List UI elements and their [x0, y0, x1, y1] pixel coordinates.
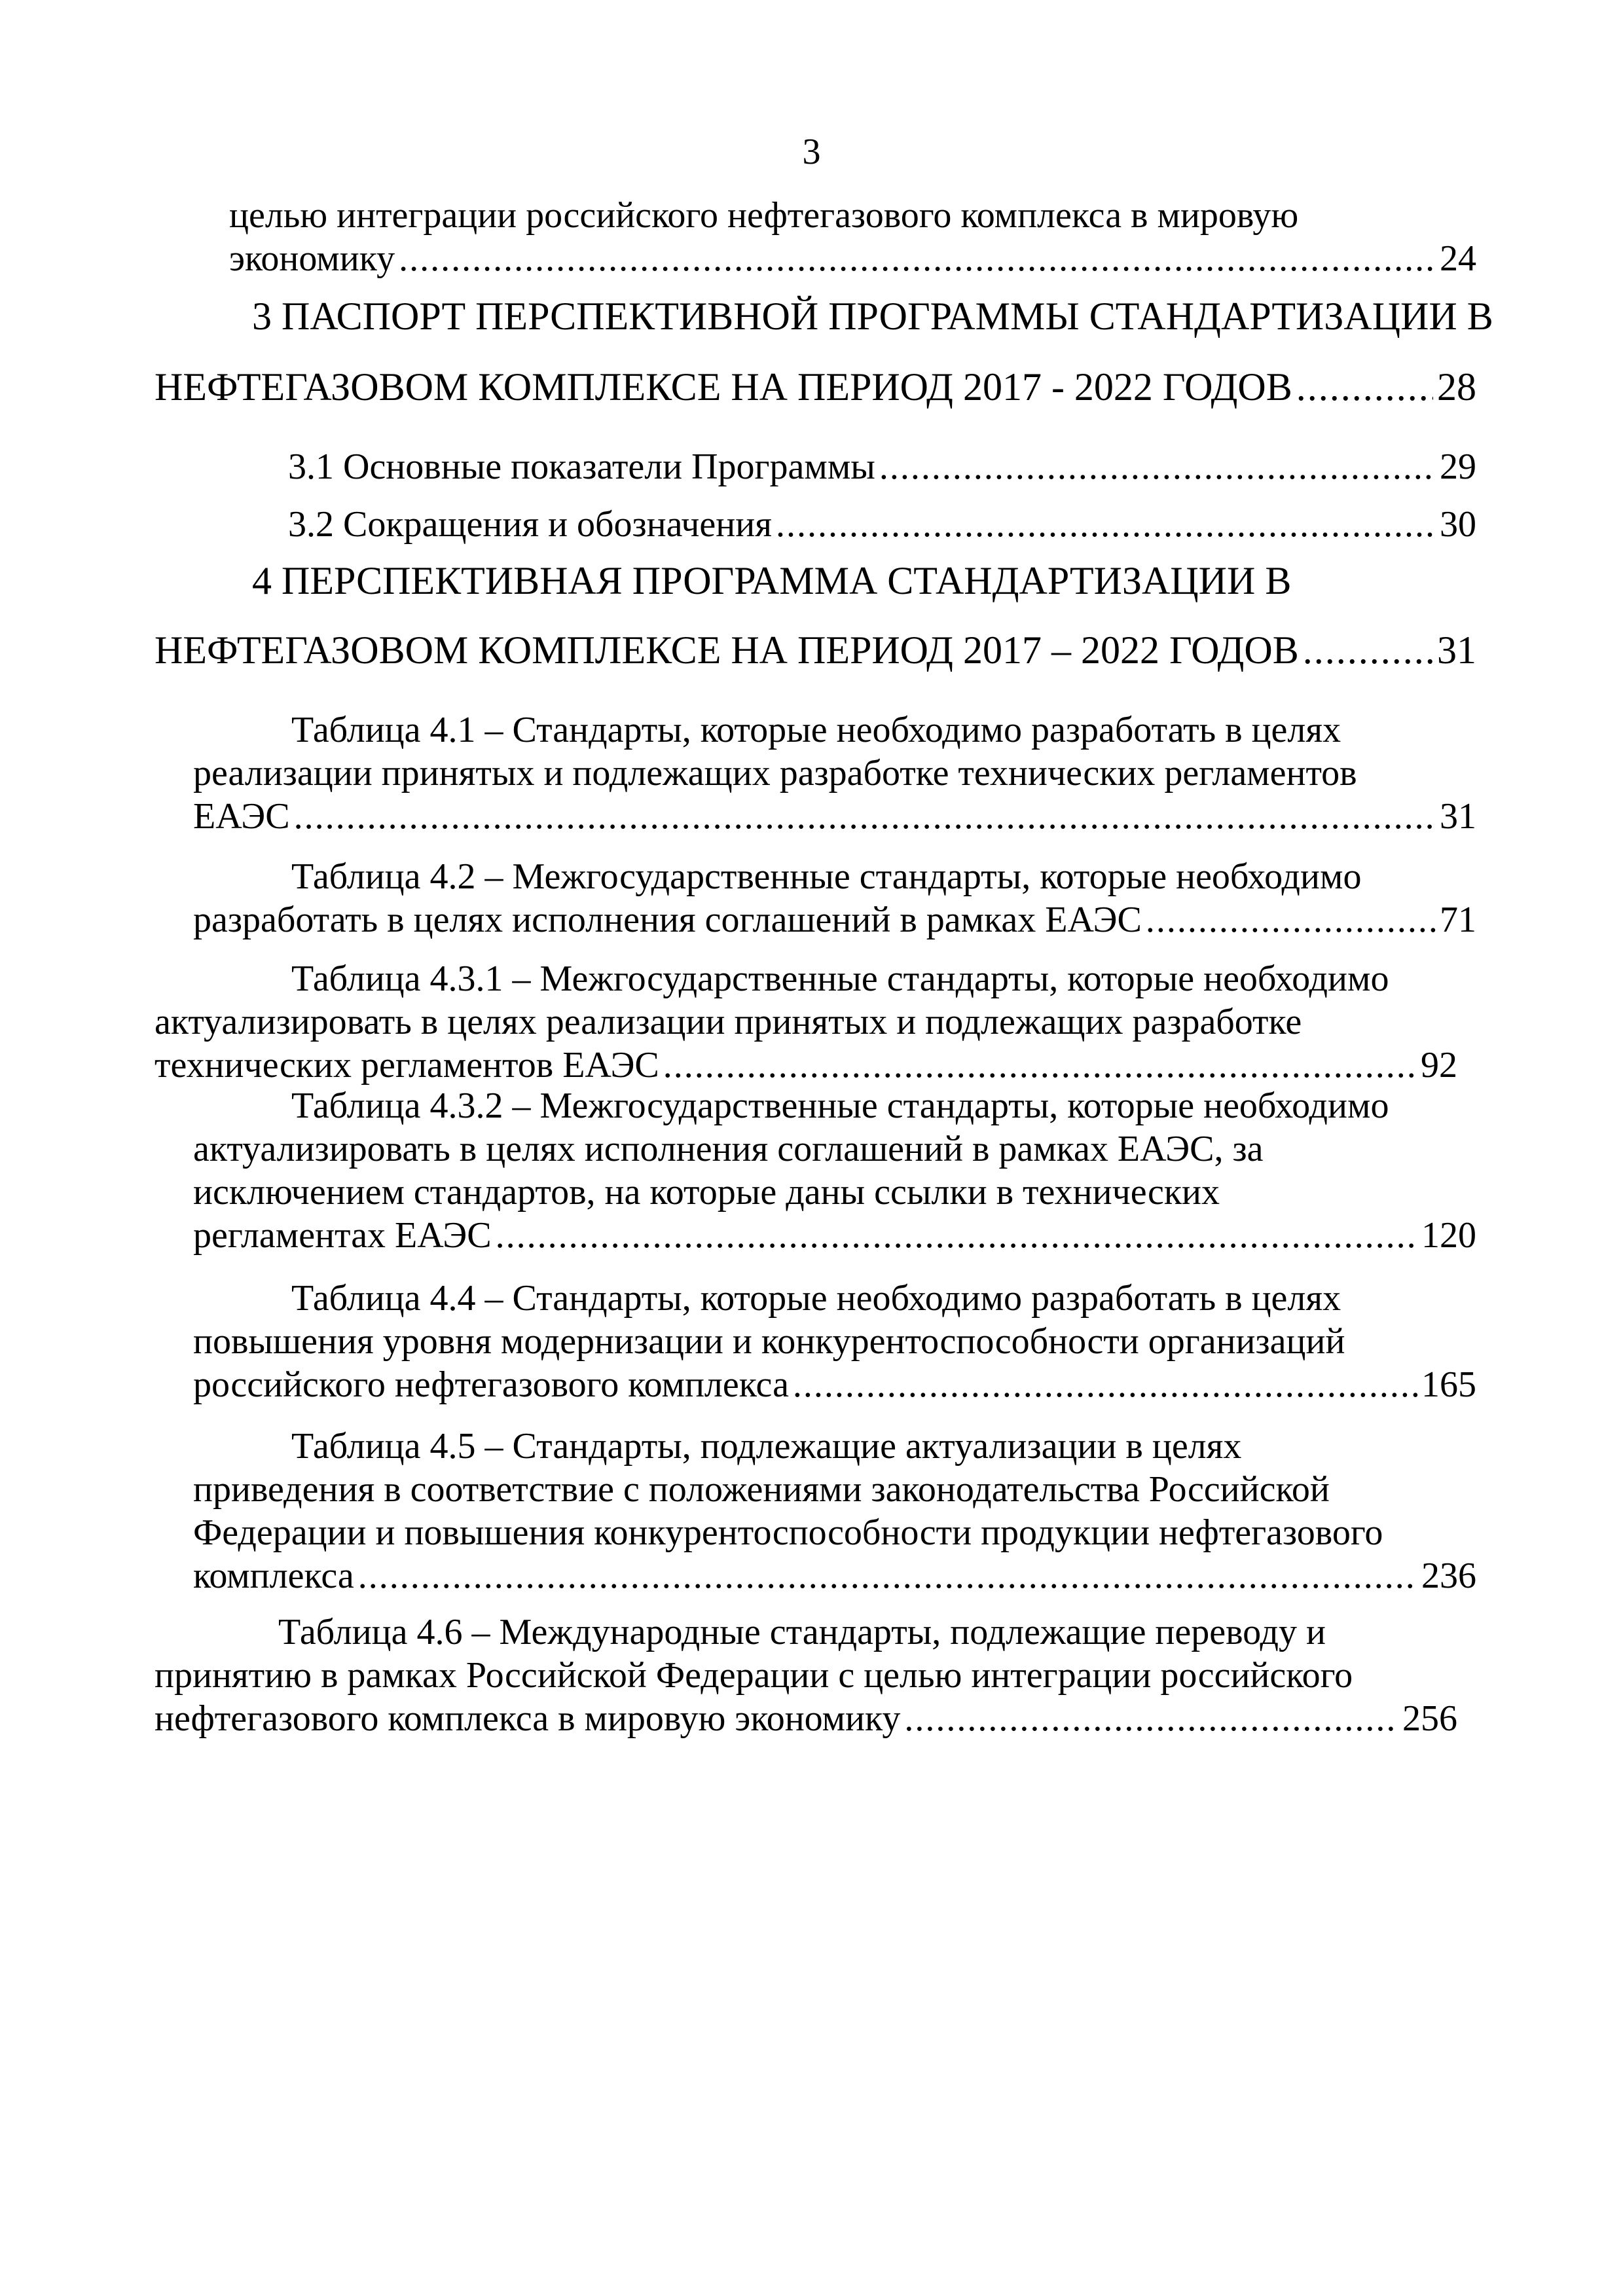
toc-page-number: 256 — [1402, 1698, 1457, 1739]
toc-entry-table-4-2[interactable] — [193, 898, 1476, 941]
toc-entry-text: регламентах ЕАЭС — [193, 1215, 492, 1256]
toc-entry-text: российского нефтегазового комплекса — [193, 1364, 789, 1405]
toc-table-4-3-2-line3: исключением стандартов, на которые даны ссылки в технических — [193, 1172, 1220, 1212]
toc-entry-text: 3.2 Сокращения и обозначения — [288, 504, 772, 545]
toc-entry-text: нефтегазового комплекса в мировую экономику — [155, 1698, 901, 1739]
toc-entry-text: комплекса — [193, 1556, 354, 1596]
toc-page-number: 236 — [1421, 1556, 1476, 1596]
toc-entry-3-1[interactable] — [288, 445, 1476, 488]
toc-table-4-3-1-line1: Таблица 4.3.1 – Межгосударственные стандарты, которые необходимо — [291, 958, 1389, 999]
toc-entry-continuation[interactable] — [229, 237, 1476, 280]
dot-leader — [1303, 627, 1433, 673]
toc-page-number: 31 — [1440, 796, 1476, 837]
toc-entry-text: разработать в целях исполнения соглашений в рамках ЕАЭС — [193, 900, 1142, 940]
toc-continuation-line1: целью интеграции российского нефтегазового комплекса в мировую — [229, 195, 1299, 236]
toc-page-number: 24 — [1440, 238, 1476, 279]
toc-table-4-1-line2: реализации принятых и подлежащих разработке технических регламентов — [193, 753, 1357, 793]
toc-table-4-5-line1: Таблица 4.5 – Стандарты, подлежащие актуализации в целях — [291, 1426, 1242, 1467]
toc-entry-text: ЕАЭС — [193, 796, 290, 837]
toc-entry-table-4-4[interactable] — [193, 1363, 1476, 1406]
dot-leader — [496, 1214, 1417, 1257]
toc-section-4-line1: 4 ПЕРСПЕКТИВНАЯ ПРОГРАММА СТАНДАРТИЗАЦИИ В — [252, 559, 1292, 602]
toc-entry-3-2[interactable] — [288, 503, 1476, 546]
toc-entry-text: технических регламентов ЕАЭС — [155, 1045, 659, 1085]
toc-page-number: 31 — [1437, 629, 1476, 672]
toc-table-4-2-line1: Таблица 4.2 – Межгосударственные стандарты, которые необходимо — [291, 856, 1362, 897]
dot-leader — [358, 1554, 1417, 1597]
toc-table-4-6-line1: Таблица 4.6 – Международные стандарты, подлежащие переводу и — [278, 1612, 1326, 1652]
toc-entry-text: НЕФТЕГАЗОВОМ КОМПЛЕКСЕ НА ПЕРИОД 2017 - 2022 ГОДОВ — [155, 365, 1292, 409]
toc-page-number: 30 — [1440, 504, 1476, 545]
toc-table-4-1-line1: Таблица 4.1 – Стандарты, которые необходимо разработать в целях — [291, 710, 1341, 750]
toc-table-4-4-line1: Таблица 4.4 – Стандарты, которые необходимо разработать в целях — [291, 1278, 1341, 1319]
dot-leader — [399, 237, 1436, 280]
toc-entry-table-4-1[interactable] — [193, 795, 1476, 838]
dot-leader — [1146, 898, 1436, 941]
toc-entry-text: 3.1 Основные показатели Программы — [288, 446, 875, 487]
toc-table-4-3-2-line1: Таблица 4.3.2 – Межгосударственные стандарты, которые необходимо — [291, 1085, 1389, 1126]
toc-page-number: 165 — [1421, 1364, 1476, 1405]
toc-table-4-5-line3: Федерации и повышения конкурентоспособности продукции нефтегазового — [193, 1512, 1383, 1553]
toc-entry-section-3[interactable] — [155, 364, 1476, 410]
toc-table-4-6-line2: принятию в рамках Российской Федерации с целью интеграции российского — [155, 1655, 1353, 1696]
dot-leader — [294, 795, 1436, 838]
dot-leader — [793, 1363, 1417, 1406]
toc-table-4-3-1-line2: актуализировать в целях реализации принятых и подлежащих разработке — [155, 1002, 1302, 1042]
dot-leader — [663, 1044, 1417, 1087]
toc-table-4-3-2-line2: актуализировать в целях исполнения соглашений в рамках ЕАЭС, за — [193, 1129, 1264, 1169]
toc-table-4-5-line2: приведения в соответствие с положениями законодательства Российской — [193, 1469, 1330, 1510]
toc-entry-text: экономику — [229, 238, 395, 279]
toc-page-number: 71 — [1440, 900, 1476, 940]
dot-leader — [904, 1697, 1398, 1740]
dot-leader — [879, 445, 1436, 488]
toc-entry-table-4-3-2[interactable] — [193, 1214, 1476, 1257]
toc-section-3-line1: 3 ПАСПОРТ ПЕРСПЕКТИВНОЙ ПРОГРАММЫ СТАНДАРТИЗАЦИИ В — [252, 295, 1493, 338]
page-number: 3 — [802, 132, 821, 172]
toc-page-number: 120 — [1421, 1215, 1476, 1256]
toc-entry-text: НЕФТЕГАЗОВОМ КОМПЛЕКСЕ НА ПЕРИОД 2017 – 2022 ГОДОВ — [155, 629, 1299, 672]
dot-leader — [776, 503, 1436, 546]
toc-entry-table-4-3-1[interactable] — [155, 1044, 1457, 1087]
toc-page-number: 92 — [1421, 1045, 1457, 1085]
toc-page-number: 29 — [1440, 446, 1476, 487]
toc-page-number: 28 — [1437, 365, 1476, 409]
toc-entry-table-4-6[interactable] — [155, 1697, 1457, 1740]
toc-entry-section-4[interactable] — [155, 627, 1476, 673]
dot-leader — [1296, 364, 1433, 410]
toc-entry-table-4-5[interactable] — [193, 1554, 1476, 1597]
toc-table-4-4-line2: повышения уровня модернизации и конкурентоспособности организаций — [193, 1321, 1345, 1362]
